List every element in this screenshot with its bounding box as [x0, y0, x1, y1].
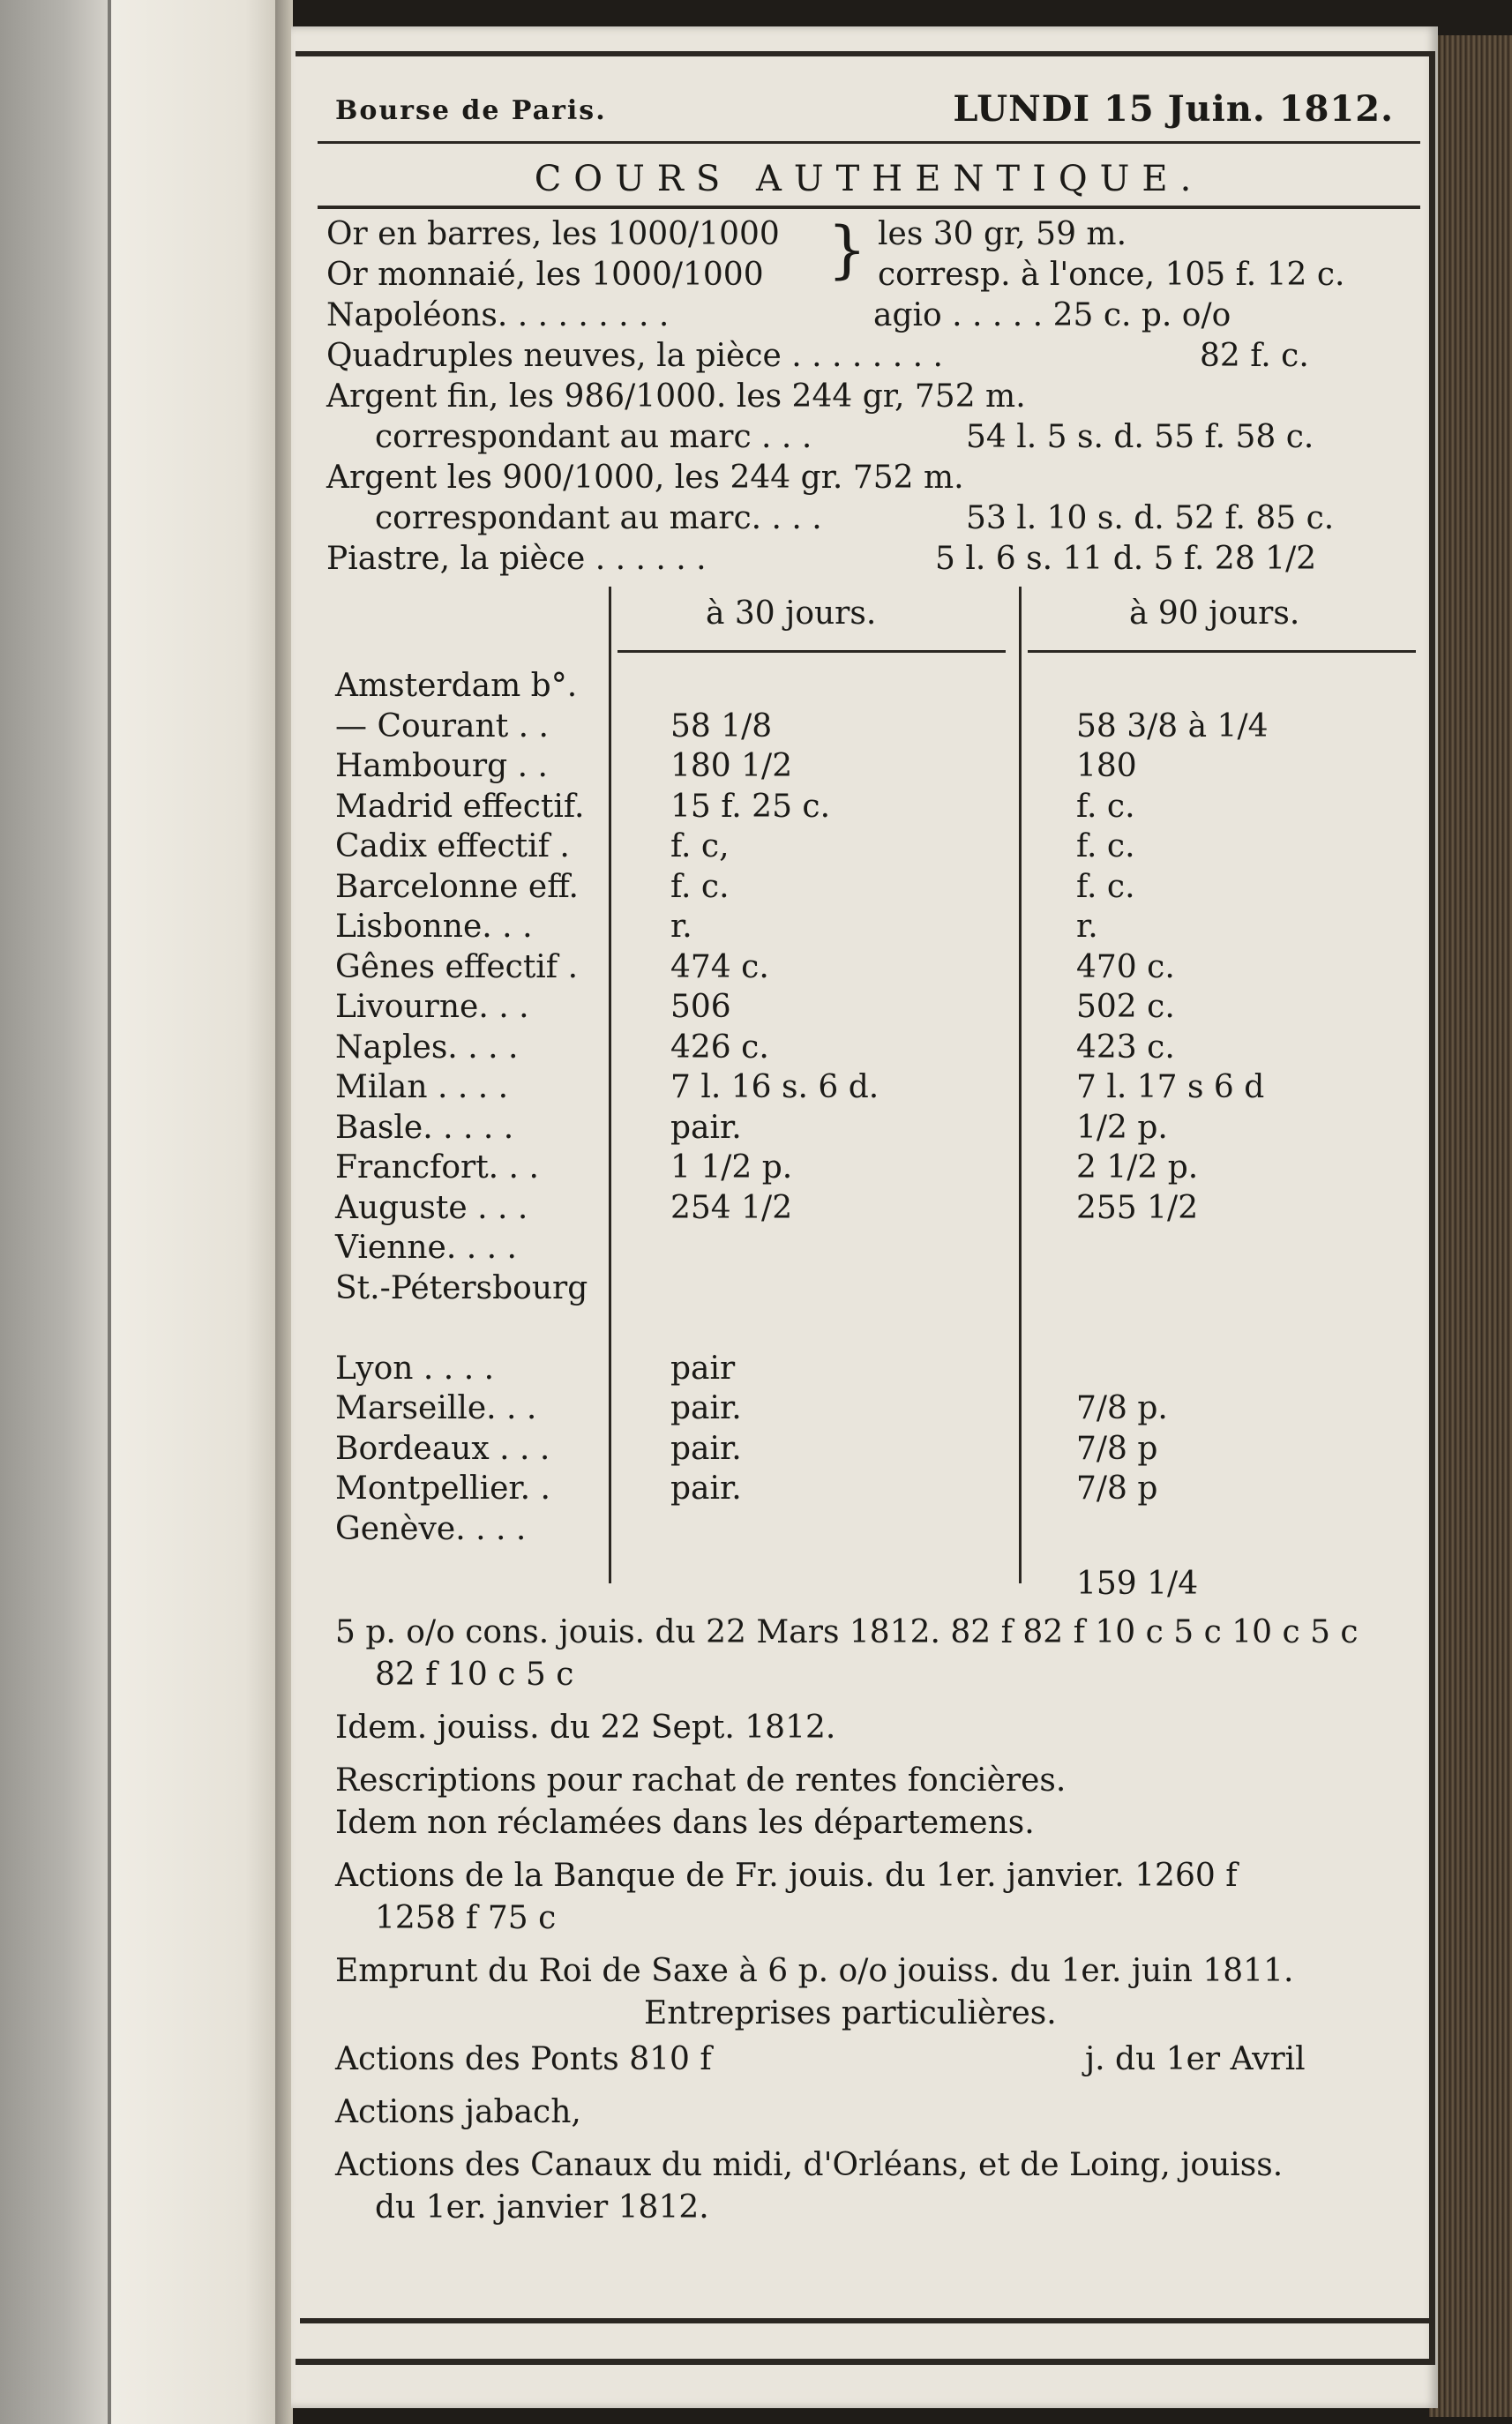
city-name: Barcelonne eff.	[335, 868, 579, 905]
exchange-row	[335, 1108, 1394, 1148]
rate-90: 180	[1076, 748, 1137, 784]
cours-value: 53 l. 10 s. d. 52 f. 85 c.	[966, 500, 1335, 536]
exchange-row	[335, 707, 1394, 746]
city-name: Francfort. . .	[335, 1149, 539, 1186]
fund-line: 82 f 10 c 5 c	[375, 1657, 574, 1693]
fund-banque	[318, 1855, 1420, 1940]
city-name: Basle. . . . .	[335, 1109, 514, 1146]
rate-90: r.	[1076, 909, 1098, 945]
fund-line: Rescriptions pour rachat de rentes foncières.	[335, 1762, 1067, 1799]
city-name: Auguste . . .	[335, 1189, 528, 1226]
cours-label: Piastre, la pièce . . . . . .	[326, 541, 707, 577]
rate-90: 2 1/2 p.	[1076, 1149, 1199, 1186]
city-name: Bordeaux . . .	[335, 1430, 550, 1467]
rate-30: f. c.	[670, 868, 730, 905]
cours-value: 5 l. 6 s. 11 d. 5 f. 28 1/2	[935, 541, 1317, 577]
city-name: Vienne. . . .	[335, 1230, 517, 1266]
rate-30: 15 f. 25 c.	[670, 788, 831, 825]
exchange-row	[335, 867, 1394, 907]
city-name: Livourne. . .	[335, 989, 529, 1025]
cours-line	[318, 214, 1420, 255]
fund-line: du 1er. janvier 1812.	[375, 2189, 709, 2226]
rate-30: pair	[670, 1350, 736, 1387]
cours-value: 54 l. 5 s. d. 55 f. 58 c.	[966, 419, 1314, 455]
exchange-row-geneve-90	[335, 1564, 1394, 1604]
header-rule	[318, 141, 1420, 144]
rate-90: 1/2 p.	[1076, 1109, 1168, 1146]
fund-ponts-date: j. du 1er Avril	[1085, 2041, 1306, 2077]
rate-90: 255 1/2	[1076, 1189, 1199, 1226]
funds-section	[318, 1612, 1420, 2229]
rate-30: 7 l. 16 s. 6 d.	[670, 1069, 880, 1105]
exchange-row	[335, 907, 1394, 946]
city-name: St.-Pétersbourg	[335, 1269, 588, 1306]
book-cover-edge	[0, 0, 108, 2424]
cours-value: agio . . . . . 25 c. p. o/o	[873, 297, 1231, 333]
exchange-row	[335, 1148, 1394, 1187]
cours-value: 82 f. c.	[1200, 338, 1309, 374]
cours-line	[318, 296, 1420, 336]
rate-30: 474 c.	[670, 948, 769, 985]
exchange-row	[335, 1509, 1394, 1549]
city-name: Hambourg . .	[335, 748, 548, 784]
fund-line: 1258 f 75 c	[375, 1900, 557, 1936]
header-bourse: Bourse de Paris.	[335, 95, 607, 126]
exchange-row	[335, 746, 1394, 786]
exchange-row	[335, 1067, 1394, 1107]
header-underline	[618, 650, 1006, 653]
cours-label: Or monnaié, les 1000/1000	[326, 257, 764, 293]
cours-value: les 30 gr, 59 m.	[878, 216, 1127, 252]
fund-idem: Idem. jouiss. du 22 Sept. 1812.	[335, 1710, 836, 1746]
rate-90: 423 c.	[1076, 1029, 1175, 1066]
bottom-rule	[300, 2318, 1429, 2323]
rate-90: 7/8 p	[1076, 1470, 1158, 1507]
rate-90: 502 c.	[1076, 989, 1175, 1025]
rate-30: pair.	[670, 1470, 742, 1507]
exchange-table	[318, 587, 1420, 1601]
entreprises-heading: Entreprises particulières.	[644, 1995, 1057, 2031]
exchange-row	[335, 1349, 1394, 1388]
page-content	[318, 79, 1420, 2229]
cours-line	[318, 458, 1420, 498]
rate-90: f. c.	[1076, 828, 1135, 864]
city-name: Genève. . . .	[335, 1510, 527, 1547]
rate-30: f. c,	[670, 828, 730, 864]
cours-label: Napoléons. . . . . . . . .	[326, 297, 670, 333]
exchange-row	[335, 947, 1394, 987]
rate-90: 7/8 p.	[1076, 1390, 1168, 1426]
cours-label: correspondant au marc. . . .	[375, 500, 822, 536]
cours-label: correspondant au marc . . .	[375, 419, 812, 455]
header-underline	[1028, 650, 1416, 653]
col-head-30: à 30 jours.	[706, 595, 877, 632]
rate-30: pair.	[670, 1430, 742, 1467]
city-name: Madrid effectif.	[335, 788, 585, 825]
col-head-90: à 90 jours.	[1129, 595, 1300, 632]
exchange-row	[335, 787, 1394, 827]
cours-line	[318, 255, 1420, 296]
page-title: COURS AUTHENTIQUE.	[534, 159, 1204, 199]
city-name: Lisbonne. . .	[335, 909, 533, 945]
book-gutter	[275, 0, 293, 2424]
rate-30: 506	[670, 989, 731, 1025]
rate-90: 7/8 p	[1076, 1430, 1158, 1467]
brace-glyph: }	[827, 213, 867, 286]
cours-value: corresp. à l'once, 105 f. 12 c.	[878, 257, 1345, 293]
page-edges	[1429, 35, 1512, 2417]
cours-label: Quadruples neuves, la pièce . . . . . . . .	[326, 338, 943, 374]
header-date: LUNDI 15 Juin. 1812.	[953, 88, 1394, 130]
fund-cinq-pct	[318, 1612, 1420, 1696]
exchange-row	[335, 1469, 1394, 1508]
rate-90: 58 3/8 à 1/4	[1076, 707, 1269, 744]
city-name: Gênes effectif .	[335, 948, 579, 985]
rate-30: 426 c.	[670, 1029, 769, 1066]
cours-label: Argent fin, les 986/1000. les 244 gr, 752 m.	[326, 378, 1026, 415]
book-endpaper	[108, 0, 279, 2424]
cours-line	[318, 377, 1420, 417]
exchange-row	[335, 1308, 1394, 1348]
cours-block	[318, 214, 1420, 580]
rate-90: 7 l. 17 s 6 d	[1076, 1069, 1265, 1105]
rate-30: pair.	[670, 1390, 742, 1426]
rate-30: 180 1/2	[670, 748, 793, 784]
rate-90: f. c.	[1076, 868, 1135, 905]
rate-90: 470 c.	[1076, 948, 1175, 985]
cours-line	[318, 336, 1420, 377]
fund-jabach: Actions jabach,	[335, 2094, 581, 2130]
city-name: Amsterdam b°.	[335, 668, 578, 704]
city-name: Cadix effectif .	[335, 828, 570, 864]
exchange-row	[335, 1228, 1394, 1268]
exchange-row	[335, 1268, 1394, 1308]
exchange-row	[335, 1188, 1394, 1228]
fund-rescriptions	[318, 1760, 1420, 1844]
fund-line: Idem non réclamées dans les départemens.	[335, 1805, 1035, 1841]
cours-label: Or en barres, les 1000/1000	[326, 216, 780, 252]
page-header	[318, 79, 1420, 141]
fund-line: Actions de la Banque de Fr. jouis. du 1er. janvier. 1260 f	[335, 1858, 1238, 1894]
city-name: Naples. . . .	[335, 1029, 519, 1066]
rate-30: 1 1/2 p.	[670, 1149, 793, 1186]
fund-line: Emprunt du Roi de Saxe à 6 p. o/o jouiss. du 1er. juin 1811.	[335, 1953, 1294, 1989]
city-name: Marseille. . .	[335, 1390, 537, 1426]
rate-30: 254 1/2	[670, 1189, 793, 1226]
rate-90: f. c.	[1076, 788, 1135, 825]
city-name: Milan . . . .	[335, 1069, 509, 1105]
exchange-row	[335, 987, 1394, 1027]
city-name: — Courant . .	[335, 707, 549, 744]
cours-label: Argent les 900/1000, les 244 gr. 752 m.	[326, 460, 964, 496]
exchange-row	[335, 827, 1394, 866]
fund-line: Actions des Canaux du midi, d'Orléans, et de Loing, jouiss.	[335, 2147, 1284, 2183]
rate-90: 159 1/4	[1076, 1566, 1199, 1602]
fund-emprunt	[318, 1950, 1420, 2035]
exchange-row	[335, 1028, 1394, 1067]
title-rule	[318, 206, 1420, 209]
fund-canaux	[318, 2144, 1420, 2229]
exchange-row	[335, 1388, 1394, 1428]
city-name: Montpellier. .	[335, 1470, 550, 1507]
fund-line: Actions des Ponts 810 f	[335, 2041, 712, 2077]
cours-line	[318, 498, 1420, 539]
rate-30: 58 1/8	[670, 707, 773, 744]
city-name: Lyon . . . .	[335, 1350, 495, 1387]
exchange-row	[335, 666, 1394, 706]
rate-30: r.	[670, 909, 692, 945]
fund-ponts	[318, 2039, 1420, 2081]
rate-30: pair.	[670, 1109, 742, 1146]
fund-line: 5 p. o/o cons. jouis. du 22 Mars 1812. 82 f 82 f 10 c 5 c 10 c 5 c	[335, 1614, 1359, 1650]
cours-line	[318, 417, 1420, 458]
exchange-row	[335, 1429, 1394, 1469]
cours-line	[318, 539, 1420, 580]
